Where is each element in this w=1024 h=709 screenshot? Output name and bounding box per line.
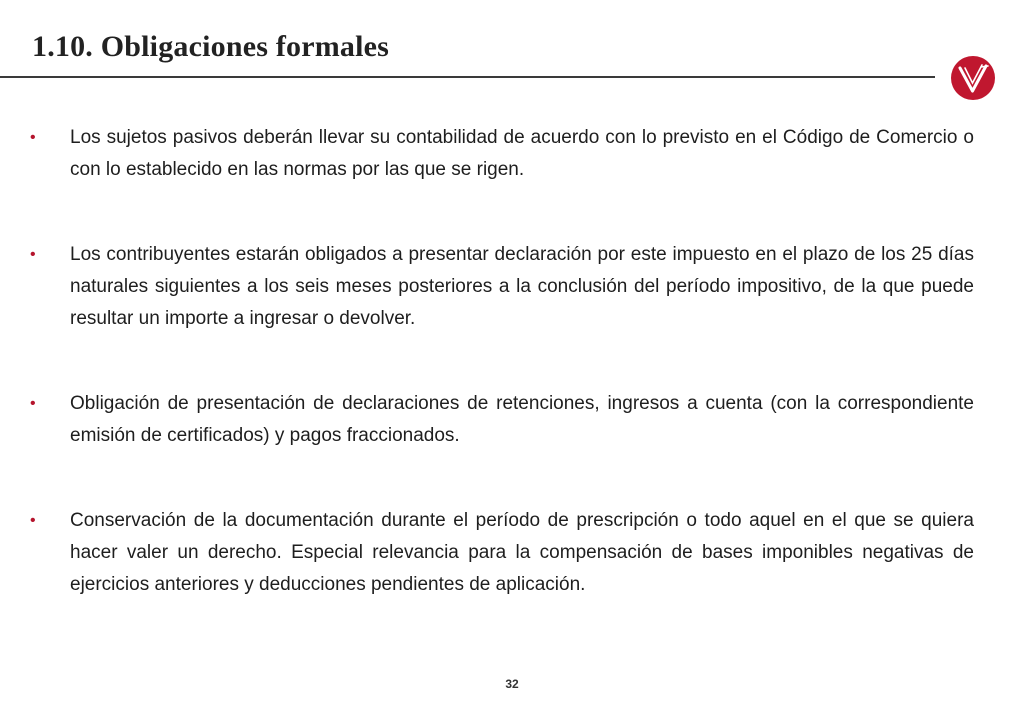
bullet-text: Los sujetos pasivos deberán llevar su contabilidad de acuerdo con lo previsto en el Código de Comercio o con lo establecido en las normas por las que se rigen.	[70, 127, 974, 180]
list-item	[30, 122, 974, 186]
bullet-marker: •	[30, 129, 36, 146]
page-title: 1.10. Obligaciones formales	[32, 30, 390, 63]
page-number: 32	[505, 677, 519, 691]
bullet-text: Obligación de presentación de declaraciones de retenciones, ingresos a cuenta (con la correspondiente emisión de certificados) y pagos fraccionados.	[70, 393, 974, 446]
list-item	[30, 388, 974, 452]
bullet-list	[30, 122, 974, 601]
list-item	[30, 239, 974, 335]
bullet-text: Conservación de la documentación durante el período de prescripción o todo aquel en el que se quiera hacer valer un derecho. Especial relevancia para la compensación de bases imponibles negativas de ejercicios anteriores y deducciones pendientes de aplicación.	[70, 510, 974, 595]
bullet-marker: •	[30, 512, 36, 529]
list-item	[30, 505, 974, 601]
bullet-marker: •	[30, 246, 36, 263]
bullet-marker: •	[30, 395, 36, 412]
bullet-text: Los contribuyentes estarán obligados a presentar declaración por este impuesto en el plazo de los 25 días naturales siguientes a los seis meses posteriores a la conclusión del período impositivo, de la que puede resultar un importe a ingresar o devolver.	[70, 244, 974, 329]
title-divider	[0, 76, 935, 78]
v-monogram-logo-icon	[951, 56, 995, 100]
